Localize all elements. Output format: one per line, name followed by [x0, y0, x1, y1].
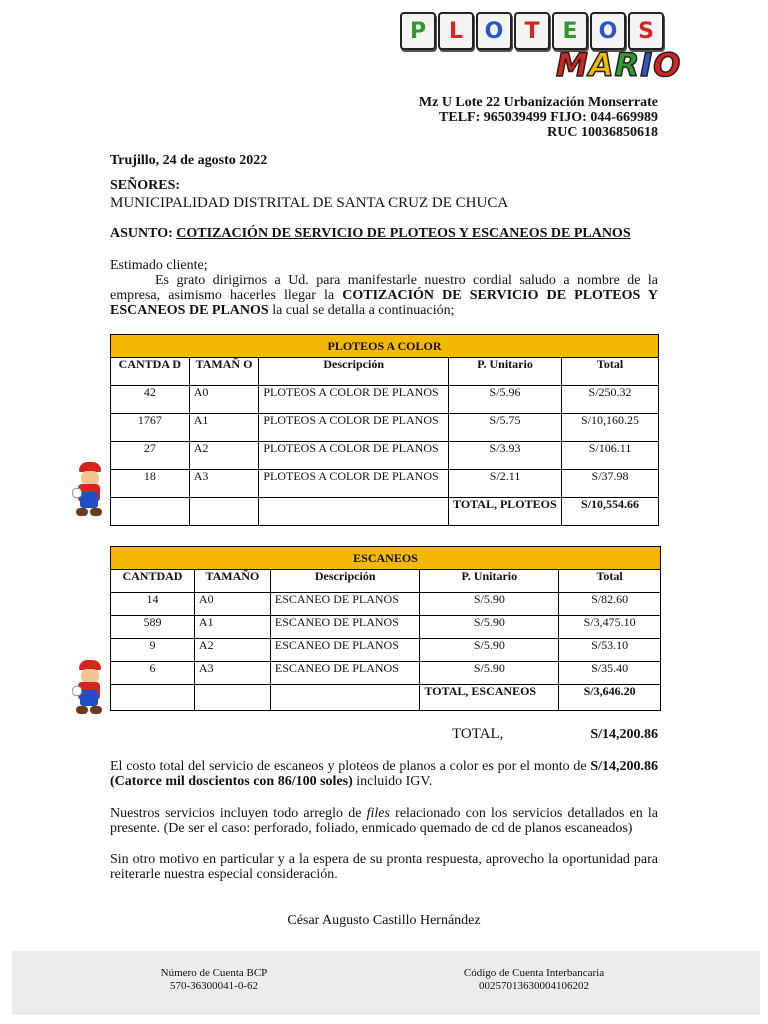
- col-header-cantidad: CANTDA D: [111, 358, 190, 386]
- logo-letter: E: [552, 12, 588, 50]
- cell-total: S/106.11: [562, 442, 659, 470]
- cell-precio: S/5.75: [449, 414, 562, 442]
- cell-tamano: A2: [189, 442, 259, 470]
- grand-total-label: TOTAL,: [452, 726, 504, 742]
- cell-descripcion: ESCANEO DE PLANOS: [270, 639, 420, 662]
- cell-precio: S/5.90: [420, 639, 559, 662]
- services-paragraph: [110, 806, 658, 836]
- ploteos-total-value: S/10,554.66: [562, 498, 659, 526]
- cell-total: S/10,160.25: [562, 414, 659, 442]
- cell-precio: S/3.93: [449, 442, 562, 470]
- escaneos-total-label: TOTAL, ESCANEOS: [420, 685, 559, 711]
- logo-mario-text: [556, 46, 681, 84]
- cell-tamano: A0: [189, 386, 259, 414]
- logo-mario-letter: I: [640, 46, 654, 84]
- logo-letter: T: [514, 12, 550, 50]
- table-row: [111, 470, 659, 498]
- company-phone: TELF: 965039499 FIJO: 044-669989: [439, 110, 658, 125]
- col-header-total: Total: [559, 570, 661, 593]
- cell-tamano: A2: [194, 639, 270, 662]
- col-header-descripcion: Descripción: [270, 570, 420, 593]
- grand-total-value: S/14,200.86: [590, 727, 658, 742]
- cell-total: S/250.32: [562, 386, 659, 414]
- cell-cantidad: 9: [111, 639, 195, 662]
- cell-tamano: A1: [189, 414, 259, 442]
- cell-cantidad: 27: [111, 442, 190, 470]
- ploteos-table: [110, 334, 659, 526]
- letter-subject: [110, 226, 631, 242]
- cell-precio: S/5.90: [420, 662, 559, 685]
- logo-letter: L: [438, 12, 474, 50]
- escaneos-table: [110, 546, 661, 711]
- letter-salutation: SEÑORES:: [110, 178, 181, 193]
- col-header-precio-unitario: P. Unitario: [420, 570, 559, 593]
- cell-total: S/53.10: [559, 639, 661, 662]
- cost-text-a: El costo total del servicio de escaneos y ploteos de planos a color es por el monto de: [110, 759, 591, 774]
- farewell-paragraph: Sin otro motivo en particular y a la espera de su pronta respuesta, aprovecho la oportunidad para reiterarle nuestra especial consideración.: [110, 852, 658, 882]
- cell-precio: S/5.96: [449, 386, 562, 414]
- logo-letter: O: [590, 12, 626, 50]
- col-header-tamano: TAMAÑO: [194, 570, 270, 593]
- ploteos-table-title: PLOTEOS A COLOR: [111, 335, 659, 358]
- ploteos-total-row: [111, 498, 659, 526]
- cell-descripcion: PLOTEOS A COLOR DE PLANOS: [259, 386, 449, 414]
- cell-precio: S/5.90: [420, 593, 559, 616]
- table-row: [111, 593, 661, 616]
- escaneos-total-value: S/3,646.20: [559, 685, 661, 711]
- logo-letter: O: [476, 12, 512, 50]
- mario-figure: [72, 660, 106, 716]
- table-row: [111, 386, 659, 414]
- table-row: [111, 662, 661, 685]
- table-row: [111, 414, 659, 442]
- table-row: [111, 442, 659, 470]
- footer-bcp: [134, 967, 294, 993]
- cell-descripcion: PLOTEOS A COLOR DE PLANOS: [259, 414, 449, 442]
- escaneos-total-row: [111, 685, 661, 711]
- cell-total: S/3,475.10: [559, 616, 661, 639]
- cell-tamano: A3: [194, 662, 270, 685]
- intro-text-a: Es grato dirigirnos a Ud. para manifestarle nuestro cordial saludo a nombre de la empresa, asimismo hacerles llegar la: [110, 273, 658, 303]
- logo-mario-letter: O: [653, 46, 682, 84]
- cell-descripcion: PLOTEOS A COLOR DE PLANOS: [259, 470, 449, 498]
- cell-total: S/35.40: [559, 662, 661, 685]
- cost-text-b: incluido IGV.: [352, 774, 433, 789]
- cell-descripcion: ESCANEO DE PLANOS: [270, 593, 420, 616]
- bcp-value: 570-36300041-0-62: [170, 980, 258, 992]
- letter-greeting: Estimado cliente;: [110, 258, 208, 273]
- cell-tamano: A3: [189, 470, 259, 498]
- cell-descripcion: ESCANEO DE PLANOS: [270, 662, 420, 685]
- cell-tamano: A1: [194, 616, 270, 639]
- logo-mario-letter: R: [614, 46, 641, 84]
- logo-letter: S: [628, 12, 664, 50]
- services-text-italic: files: [366, 806, 390, 821]
- cost-text-bold: S/14,200.86 (Catorce mil doscientos con 86/100 soles): [110, 759, 658, 789]
- cci-label: Código de Cuenta Interbancaria: [463, 967, 605, 979]
- signature-name: César Augusto Castillo Hernández: [287, 913, 481, 928]
- cell-cantidad: 6: [111, 662, 195, 685]
- cell-precio: S/5.90: [420, 616, 559, 639]
- cell-total: S/82.60: [559, 593, 661, 616]
- mario-figure: [72, 462, 106, 518]
- cost-paragraph: [110, 759, 658, 789]
- logo-mario-letter: A: [588, 46, 615, 84]
- intro-text-b: la cual se detalla a continuación;: [268, 303, 455, 318]
- cell-cantidad: 14: [111, 593, 195, 616]
- logo-letter: P: [400, 12, 436, 50]
- cell-cantidad: 18: [111, 470, 190, 498]
- col-header-descripcion: Descripción: [259, 358, 449, 386]
- company-ruc: RUC 10036850618: [547, 125, 658, 140]
- cell-cantidad: 589: [111, 616, 195, 639]
- cell-cantidad: 1767: [111, 414, 190, 442]
- company-address-block: [419, 95, 658, 140]
- subject-label: ASUNTO:: [110, 226, 173, 241]
- cell-descripcion: ESCANEO DE PLANOS: [270, 616, 420, 639]
- services-text-a: Nuestros servicios incluyen todo arreglo de: [110, 806, 367, 821]
- bcp-label: Número de Cuenta BCP: [160, 967, 268, 979]
- letter-recipient: MUNICIPALIDAD DISTRITAL DE SANTA CRUZ DE CHUCA: [110, 195, 509, 211]
- cell-precio: S/2.11: [449, 470, 562, 498]
- letter-date: Trujillo, 24 de agosto 2022: [110, 153, 268, 168]
- col-header-total: Total: [562, 358, 659, 386]
- services-text-b: relacionado con los servicios detallados en la presente. (De ser el caso: perforado, foliado, enmicado quemado de cd de planos escaneados): [110, 806, 658, 836]
- cell-cantidad: 42: [111, 386, 190, 414]
- subject-text: COTIZACIÓN DE SERVICIO DE PLOTEOS Y ESCANEOS DE PLANOS: [176, 226, 631, 241]
- cell-tamano: A0: [194, 593, 270, 616]
- intro-text-bold: COTIZACIÓN DE SERVICIO DE PLOTEOS Y ESCANEOS DE PLANOS: [110, 288, 658, 318]
- letter-intro: [110, 273, 658, 318]
- col-header-tamano: TAMAÑ O: [189, 358, 259, 386]
- footer-band: [12, 951, 760, 1015]
- cell-descripcion: PLOTEOS A COLOR DE PLANOS: [259, 442, 449, 470]
- cell-total: S/37.98: [562, 470, 659, 498]
- escaneos-table-title: ESCANEOS: [111, 547, 661, 570]
- ploteos-total-label: TOTAL, PLOTEOS: [449, 498, 562, 526]
- table-row: [111, 639, 661, 662]
- footer-cci: [444, 967, 624, 993]
- table-row: [111, 616, 661, 639]
- cci-value: 00257013630004106202: [479, 980, 589, 992]
- company-address: Mz U Lote 22 Urbanización Monserrate: [418, 95, 658, 110]
- col-header-precio-unitario: P. Unitario: [449, 358, 562, 386]
- logo-mario-letter: M: [556, 46, 589, 84]
- col-header-cantidad: CANTDAD: [111, 570, 195, 593]
